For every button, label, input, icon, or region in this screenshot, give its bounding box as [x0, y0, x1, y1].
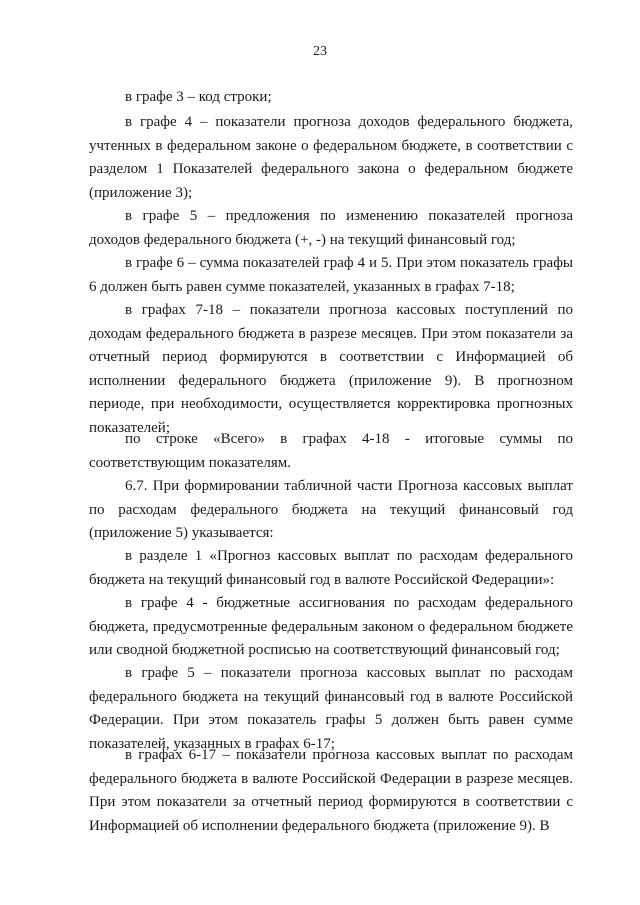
paragraph-section-6-7: 6.7. При формировании табличной части Прогноза кассовых выплат по расходам федерального бюджета на текущий финансовый год (приложение 5) указывается:: [89, 478, 573, 541]
page-number: 23: [313, 44, 327, 59]
paragraph-column-6: в графе 6 – сумма показателей граф 4 и 5. При этом показатель графы 6 должен быть равен сумме показателей, указанных в графах 7-18;: [89, 255, 573, 295]
paragraph-column-5: в графе 5 – предложения по изменению показателей прогноза доходов федерального бюджета (+, -) на текущий финансовый год;: [89, 208, 573, 248]
paragraph-exp-column-5: в графе 5 – показатели прогноза кассовых выплат по расходам федерального бюджета на текущий финансовый год в валюте Российской Федерации. При этом показатель графы 5 должен быть равен сумме показателей, указанных в графах 6-17;: [89, 665, 573, 752]
paragraph-column-4: в графе 4 – показатели прогноза доходов федерального бюджета, учтенных в федеральном законе о федеральном бюджете, в соответствии с разделом 1 Показателей федерального закона о федеральном бюджете (приложение 3);: [89, 114, 573, 201]
paragraph-columns-7-18: в графах 7-18 – показатели прогноза кассовых поступлений по доходам федерального бюджета в разрезе месяцев. При этом показатели за отчетный период формируются в соответствии с Информацией об исполнении федерального бюджета (приложение 9). В прогнозном периоде, при необходимости, осуществляется корректировка прогнозных показателей;: [89, 302, 573, 436]
paragraph-column-3: в графе 3 – код строки;: [125, 89, 272, 105]
paragraph-exp-column-4: в графе 4 - бюджетные ассигнования по расходам федерального бюджета, предусмотренные федеральным законом о федеральном бюджете или сводной бюджетной росписью на соответствующий финансовый год;: [89, 595, 573, 658]
paragraph-section-1: в разделе 1 «Прогноз кассовых выплат по расходам федерального бюджета на текущий финансовый год в валюте Российской Федерации»:: [89, 548, 573, 588]
paragraph-row-total: по строке «Всего» в графах 4-18 - итоговые суммы по соответствующим показателям.: [89, 431, 573, 471]
paragraph-exp-columns-6-17: в графах 6-17 – показатели прогноза кассовых выплат по расходам федерального бюджета в валюте Российской Федерации в разрезе месяцев. При этом показатели за отчетный период формируются в соответствии с Информацией об исполнении федерального бюджета (приложение 9). В: [89, 747, 573, 834]
